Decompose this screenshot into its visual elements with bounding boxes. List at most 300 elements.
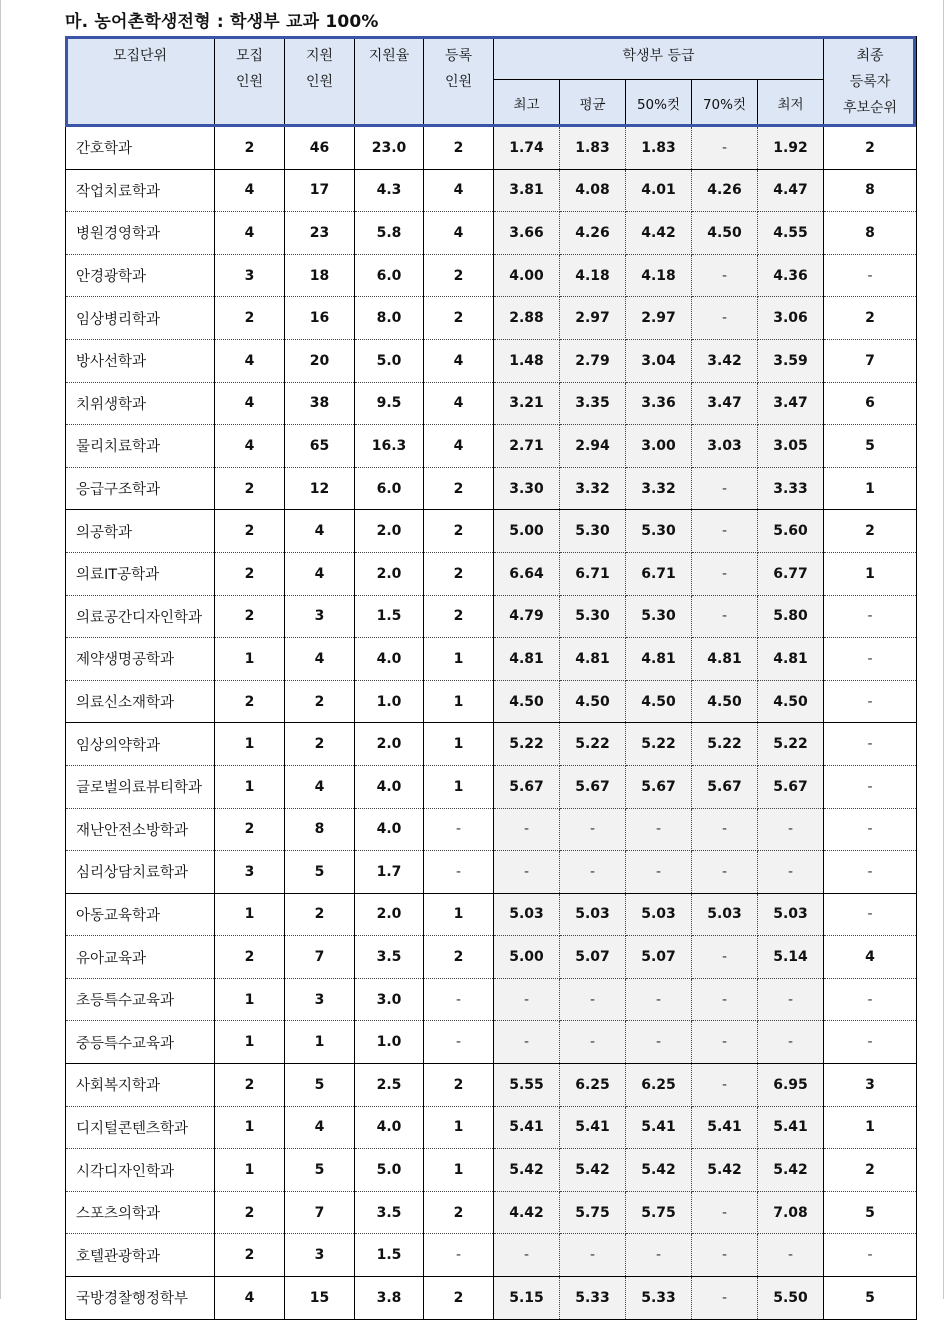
cell-final-waitlist: -: [824, 1021, 917, 1064]
cell-grade-70cut: -: [692, 595, 758, 638]
table-row: [66, 1021, 917, 1064]
cell-grade-50cut: 3.32: [626, 467, 692, 510]
cell-grade-max: 4.42: [494, 1191, 560, 1234]
cell-grade-50cut: 3.00: [626, 425, 692, 468]
table-header: [66, 37, 917, 127]
cell-quota: 2: [215, 936, 285, 979]
cell-quota: 4: [215, 212, 285, 255]
cell-ratio: 4.3: [355, 169, 424, 212]
cell-grade-70cut: 5.22: [692, 723, 758, 766]
cell-ratio: 4.0: [355, 765, 424, 808]
section-title: 마. 농어촌학생전형 : 학생부 교과 100%: [65, 12, 379, 32]
cell-grade-70cut: 4.26: [692, 169, 758, 212]
cell-ratio: 2.0: [355, 893, 424, 936]
cell-final-waitlist: -: [824, 893, 917, 936]
cell-grade-70cut: -: [692, 1277, 758, 1320]
header-grade-50cut: 50%컷: [626, 80, 692, 127]
cell-grade-max: 3.21: [494, 382, 560, 425]
cell-unit: 임상병리학과: [66, 297, 215, 340]
cell-unit: 초등특수교육과: [66, 978, 215, 1021]
cell-grade-min: 4.50: [758, 680, 824, 723]
table-row: [66, 1106, 917, 1149]
cell-final-waitlist: 1: [824, 552, 917, 595]
cell-ratio: 9.5: [355, 382, 424, 425]
cell-grade-50cut: 6.71: [626, 552, 692, 595]
cell-registered: 1: [424, 1149, 494, 1192]
cell-grade-min: 1.92: [758, 127, 824, 170]
cell-quota: 2: [215, 1234, 285, 1277]
cell-grade-min: 5.41: [758, 1106, 824, 1149]
cell-grade-70cut: -: [692, 254, 758, 297]
cell-ratio: 1.5: [355, 1234, 424, 1277]
cell-applicants: 8: [285, 808, 355, 851]
cell-unit: 아동교육학과: [66, 893, 215, 936]
cell-grade-70cut: 5.03: [692, 893, 758, 936]
cell-grade-min: 3.05: [758, 425, 824, 468]
cell-ratio: 3.5: [355, 1191, 424, 1234]
cell-grade-70cut: -: [692, 808, 758, 851]
cell-grade-max: 5.41: [494, 1106, 560, 1149]
cell-unit: 치위생학과: [66, 382, 215, 425]
cell-grade-max: 5.15: [494, 1277, 560, 1320]
cell-unit: 심리상담치료학과: [66, 851, 215, 894]
cell-grade-avg: 6.25: [560, 1064, 626, 1107]
cell-grade-min: -: [758, 978, 824, 1021]
cell-grade-70cut: 4.50: [692, 680, 758, 723]
cell-registered: 2: [424, 1064, 494, 1107]
cell-final-waitlist: -: [824, 723, 917, 766]
table-row: [66, 1064, 917, 1107]
cell-grade-avg: -: [560, 851, 626, 894]
cell-grade-max: 4.00: [494, 254, 560, 297]
cell-grade-70cut: 5.67: [692, 765, 758, 808]
page-left-border: [0, 0, 1, 1299]
cell-grade-50cut: -: [626, 851, 692, 894]
cell-registered: 4: [424, 212, 494, 255]
cell-ratio: 2.0: [355, 552, 424, 595]
cell-applicants: 23: [285, 212, 355, 255]
cell-ratio: 1.7: [355, 851, 424, 894]
cell-final-waitlist: 5: [824, 1277, 917, 1320]
header-unit: 모집단위: [66, 37, 215, 127]
cell-grade-avg: 5.30: [560, 510, 626, 553]
cell-grade-avg: 4.08: [560, 169, 626, 212]
cell-grade-max: 6.64: [494, 552, 560, 595]
cell-registered: -: [424, 978, 494, 1021]
cell-registered: -: [424, 1021, 494, 1064]
table-row: [66, 510, 917, 553]
header-grade-max: 최고: [494, 80, 560, 127]
cell-unit: 글로벌의료뷰티학과: [66, 765, 215, 808]
cell-registered: 4: [424, 382, 494, 425]
cell-quota: 4: [215, 169, 285, 212]
cell-grade-avg: 4.18: [560, 254, 626, 297]
table-row: [66, 552, 917, 595]
cell-registered: 1: [424, 723, 494, 766]
cell-grade-50cut: 2.97: [626, 297, 692, 340]
cell-final-waitlist: -: [824, 680, 917, 723]
cell-grade-70cut: -: [692, 297, 758, 340]
cell-grade-max: 2.71: [494, 425, 560, 468]
cell-registered: 1: [424, 893, 494, 936]
cell-grade-50cut: 5.67: [626, 765, 692, 808]
cell-ratio: 5.0: [355, 1149, 424, 1192]
cell-grade-min: 4.55: [758, 212, 824, 255]
table-row: [66, 169, 917, 212]
cell-grade-min: 7.08: [758, 1191, 824, 1234]
cell-grade-50cut: 5.30: [626, 510, 692, 553]
cell-grade-avg: 3.35: [560, 382, 626, 425]
cell-applicants: 3: [285, 595, 355, 638]
cell-grade-max: 3.66: [494, 212, 560, 255]
cell-quota: 3: [215, 254, 285, 297]
cell-final-waitlist: 5: [824, 1191, 917, 1234]
cell-quota: 2: [215, 1064, 285, 1107]
cell-grade-min: 5.03: [758, 893, 824, 936]
cell-quota: 1: [215, 638, 285, 681]
cell-registered: 2: [424, 254, 494, 297]
table-row: [66, 595, 917, 638]
cell-grade-max: 5.03: [494, 893, 560, 936]
cell-grade-avg: 1.83: [560, 127, 626, 170]
header-grade-group: 학생부 등급: [494, 37, 824, 80]
cell-ratio: 4.0: [355, 638, 424, 681]
cell-registered: -: [424, 1234, 494, 1277]
cell-grade-50cut: -: [626, 978, 692, 1021]
cell-unit: 물리치료학과: [66, 425, 215, 468]
cell-unit: 의공학과: [66, 510, 215, 553]
cell-ratio: 2.5: [355, 1064, 424, 1107]
cell-applicants: 4: [285, 510, 355, 553]
cell-quota: 1: [215, 1021, 285, 1064]
cell-ratio: 4.0: [355, 808, 424, 851]
cell-ratio: 3.5: [355, 936, 424, 979]
cell-grade-max: 2.88: [494, 297, 560, 340]
cell-applicants: 2: [285, 723, 355, 766]
cell-ratio: 3.0: [355, 978, 424, 1021]
cell-applicants: 16: [285, 297, 355, 340]
cell-unit: 제약생명공학과: [66, 638, 215, 681]
cell-registered: 2: [424, 127, 494, 170]
cell-ratio: 4.0: [355, 1106, 424, 1149]
cell-grade-avg: 5.30: [560, 595, 626, 638]
cell-grade-50cut: -: [626, 808, 692, 851]
admission-results-table: [65, 36, 917, 1320]
cell-applicants: 4: [285, 552, 355, 595]
cell-unit: 임상의약학과: [66, 723, 215, 766]
table-body: [66, 127, 917, 1320]
cell-quota: 4: [215, 382, 285, 425]
cell-grade-max: -: [494, 851, 560, 894]
cell-grade-min: -: [758, 808, 824, 851]
cell-applicants: 15: [285, 1277, 355, 1320]
cell-grade-min: 3.59: [758, 339, 824, 382]
cell-applicants: 7: [285, 936, 355, 979]
cell-registered: 1: [424, 680, 494, 723]
cell-ratio: 2.0: [355, 723, 424, 766]
cell-grade-50cut: 4.42: [626, 212, 692, 255]
cell-grade-min: 6.77: [758, 552, 824, 595]
header-ratio: 지원율: [355, 37, 424, 127]
cell-quota: 2: [215, 1191, 285, 1234]
cell-final-waitlist: -: [824, 978, 917, 1021]
cell-grade-min: 5.80: [758, 595, 824, 638]
cell-grade-max: 5.00: [494, 510, 560, 553]
cell-grade-avg: 4.50: [560, 680, 626, 723]
cell-applicants: 5: [285, 1149, 355, 1192]
cell-grade-70cut: -: [692, 467, 758, 510]
cell-applicants: 2: [285, 680, 355, 723]
cell-final-waitlist: -: [824, 808, 917, 851]
cell-unit: 호텔관광학과: [66, 1234, 215, 1277]
cell-applicants: 38: [285, 382, 355, 425]
cell-applicants: 18: [285, 254, 355, 297]
cell-applicants: 3: [285, 1234, 355, 1277]
cell-ratio: 23.0: [355, 127, 424, 170]
cell-registered: 2: [424, 936, 494, 979]
cell-registered: 4: [424, 339, 494, 382]
cell-grade-max: 5.67: [494, 765, 560, 808]
cell-grade-50cut: 5.22: [626, 723, 692, 766]
header-final-waitlist: 최종 등록자 후보순위: [824, 37, 917, 127]
cell-quota: 2: [215, 127, 285, 170]
cell-final-waitlist: -: [824, 595, 917, 638]
cell-quota: 2: [215, 467, 285, 510]
cell-grade-50cut: 4.18: [626, 254, 692, 297]
cell-final-waitlist: -: [824, 765, 917, 808]
cell-grade-min: 5.14: [758, 936, 824, 979]
cell-grade-50cut: 4.81: [626, 638, 692, 681]
cell-grade-max: -: [494, 1021, 560, 1064]
cell-ratio: 1.0: [355, 1021, 424, 1064]
table-row: [66, 425, 917, 468]
cell-grade-50cut: 5.41: [626, 1106, 692, 1149]
cell-grade-50cut: 3.36: [626, 382, 692, 425]
cell-quota: 2: [215, 510, 285, 553]
cell-unit: 방사선학과: [66, 339, 215, 382]
cell-applicants: 5: [285, 851, 355, 894]
cell-grade-70cut: 3.03: [692, 425, 758, 468]
cell-registered: 1: [424, 638, 494, 681]
cell-grade-50cut: 5.03: [626, 893, 692, 936]
cell-quota: 2: [215, 595, 285, 638]
cell-grade-50cut: -: [626, 1021, 692, 1064]
cell-applicants: 2: [285, 893, 355, 936]
cell-applicants: 46: [285, 127, 355, 170]
cell-final-waitlist: 7: [824, 339, 917, 382]
cell-grade-70cut: -: [692, 1021, 758, 1064]
cell-grade-min: 5.42: [758, 1149, 824, 1192]
cell-unit: 의료IT공학과: [66, 552, 215, 595]
cell-quota: 2: [215, 808, 285, 851]
cell-final-waitlist: 6: [824, 382, 917, 425]
cell-grade-avg: 5.75: [560, 1191, 626, 1234]
cell-quota: 1: [215, 1106, 285, 1149]
cell-grade-min: -: [758, 1021, 824, 1064]
cell-final-waitlist: 8: [824, 212, 917, 255]
cell-final-waitlist: 2: [824, 297, 917, 340]
header-grade-70cut: 70%컷: [692, 80, 758, 127]
cell-registered: 2: [424, 1191, 494, 1234]
cell-registered: 2: [424, 595, 494, 638]
cell-grade-70cut: -: [692, 552, 758, 595]
cell-ratio: 6.0: [355, 467, 424, 510]
cell-grade-70cut: 5.42: [692, 1149, 758, 1192]
table-row: [66, 893, 917, 936]
cell-final-waitlist: 2: [824, 1149, 917, 1192]
cell-grade-avg: 2.94: [560, 425, 626, 468]
cell-grade-max: 1.48: [494, 339, 560, 382]
cell-quota: 4: [215, 1277, 285, 1320]
table-row: [66, 851, 917, 894]
table-row: [66, 212, 917, 255]
cell-unit: 국방경찰행정학부: [66, 1277, 215, 1320]
cell-unit: 안경광학과: [66, 254, 215, 297]
cell-grade-max: 1.74: [494, 127, 560, 170]
cell-applicants: 3: [285, 978, 355, 1021]
table-row: [66, 467, 917, 510]
cell-grade-70cut: -: [692, 1234, 758, 1277]
cell-grade-avg: 5.41: [560, 1106, 626, 1149]
cell-grade-70cut: -: [692, 510, 758, 553]
cell-ratio: 2.0: [355, 510, 424, 553]
cell-grade-max: 5.42: [494, 1149, 560, 1192]
cell-grade-max: 4.81: [494, 638, 560, 681]
cell-grade-min: 4.47: [758, 169, 824, 212]
cell-grade-min: 6.95: [758, 1064, 824, 1107]
cell-registered: 1: [424, 765, 494, 808]
cell-grade-avg: 5.07: [560, 936, 626, 979]
cell-registered: 2: [424, 1277, 494, 1320]
cell-grade-max: -: [494, 1234, 560, 1277]
admission-results-table-wrap: [65, 36, 917, 1320]
cell-applicants: 1: [285, 1021, 355, 1064]
cell-quota: 4: [215, 425, 285, 468]
cell-grade-50cut: 1.83: [626, 127, 692, 170]
cell-grade-avg: 5.67: [560, 765, 626, 808]
cell-final-waitlist: 1: [824, 467, 917, 510]
cell-grade-min: 5.60: [758, 510, 824, 553]
cell-unit: 작업치료학과: [66, 169, 215, 212]
cell-grade-70cut: -: [692, 851, 758, 894]
cell-registered: -: [424, 851, 494, 894]
cell-grade-max: 5.00: [494, 936, 560, 979]
cell-grade-avg: 5.33: [560, 1277, 626, 1320]
cell-applicants: 4: [285, 1106, 355, 1149]
cell-quota: 1: [215, 1149, 285, 1192]
cell-unit: 재난안전소방학과: [66, 808, 215, 851]
cell-grade-70cut: 5.41: [692, 1106, 758, 1149]
cell-quota: 2: [215, 552, 285, 595]
cell-ratio: 16.3: [355, 425, 424, 468]
cell-grade-min: 3.47: [758, 382, 824, 425]
cell-grade-min: 4.36: [758, 254, 824, 297]
cell-grade-50cut: 4.50: [626, 680, 692, 723]
cell-unit: 스포츠의학과: [66, 1191, 215, 1234]
cell-grade-50cut: 5.42: [626, 1149, 692, 1192]
cell-ratio: 3.8: [355, 1277, 424, 1320]
cell-grade-70cut: 3.47: [692, 382, 758, 425]
cell-grade-max: 3.81: [494, 169, 560, 212]
cell-grade-avg: -: [560, 808, 626, 851]
cell-ratio: 5.0: [355, 339, 424, 382]
cell-unit: 간호학과: [66, 127, 215, 170]
cell-registered: 4: [424, 425, 494, 468]
cell-grade-70cut: -: [692, 936, 758, 979]
cell-grade-50cut: 5.75: [626, 1191, 692, 1234]
cell-applicants: 5: [285, 1064, 355, 1107]
cell-grade-min: -: [758, 1234, 824, 1277]
cell-grade-avg: -: [560, 978, 626, 1021]
cell-quota: 3: [215, 851, 285, 894]
cell-final-waitlist: 8: [824, 169, 917, 212]
cell-grade-avg: 2.79: [560, 339, 626, 382]
cell-unit: 의료신소재학과: [66, 680, 215, 723]
cell-grade-min: 4.81: [758, 638, 824, 681]
table-row: [66, 723, 917, 766]
cell-applicants: 4: [285, 765, 355, 808]
cell-quota: 1: [215, 893, 285, 936]
cell-grade-avg: -: [560, 1021, 626, 1064]
cell-final-waitlist: -: [824, 1234, 917, 1277]
cell-unit: 유아교육과: [66, 936, 215, 979]
cell-grade-avg: 4.81: [560, 638, 626, 681]
cell-final-waitlist: 4: [824, 936, 917, 979]
cell-unit: 중등특수교육과: [66, 1021, 215, 1064]
cell-grade-70cut: -: [692, 1064, 758, 1107]
cell-applicants: 20: [285, 339, 355, 382]
cell-grade-min: 3.33: [758, 467, 824, 510]
cell-grade-50cut: -: [626, 1234, 692, 1277]
cell-final-waitlist: 3: [824, 1064, 917, 1107]
cell-grade-avg: 5.22: [560, 723, 626, 766]
table-row: [66, 1234, 917, 1277]
cell-grade-avg: 5.03: [560, 893, 626, 936]
cell-grade-50cut: 3.04: [626, 339, 692, 382]
cell-registered: 2: [424, 297, 494, 340]
cell-grade-70cut: 3.42: [692, 339, 758, 382]
table-row: [66, 1277, 917, 1320]
cell-grade-70cut: -: [692, 127, 758, 170]
cell-registered: 2: [424, 467, 494, 510]
cell-grade-70cut: 4.50: [692, 212, 758, 255]
cell-registered: 2: [424, 510, 494, 553]
header-grade-avg: 평균: [560, 80, 626, 127]
cell-final-waitlist: 1: [824, 1106, 917, 1149]
cell-ratio: 1.5: [355, 595, 424, 638]
cell-grade-avg: -: [560, 1234, 626, 1277]
cell-registered: 4: [424, 169, 494, 212]
cell-ratio: 5.8: [355, 212, 424, 255]
cell-grade-max: -: [494, 808, 560, 851]
cell-grade-avg: 3.32: [560, 467, 626, 510]
cell-registered: 1: [424, 1106, 494, 1149]
cell-quota: 1: [215, 765, 285, 808]
cell-applicants: 17: [285, 169, 355, 212]
cell-grade-min: 5.50: [758, 1277, 824, 1320]
cell-grade-70cut: -: [692, 978, 758, 1021]
cell-final-waitlist: -: [824, 254, 917, 297]
cell-applicants: 4: [285, 638, 355, 681]
header-registered: 등록 인원: [424, 37, 494, 127]
cell-quota: 1: [215, 978, 285, 1021]
cell-registered: 2: [424, 552, 494, 595]
cell-quota: 2: [215, 680, 285, 723]
cell-applicants: 12: [285, 467, 355, 510]
cell-unit: 응급구조학과: [66, 467, 215, 510]
table-row: [66, 297, 917, 340]
cell-grade-50cut: 6.25: [626, 1064, 692, 1107]
